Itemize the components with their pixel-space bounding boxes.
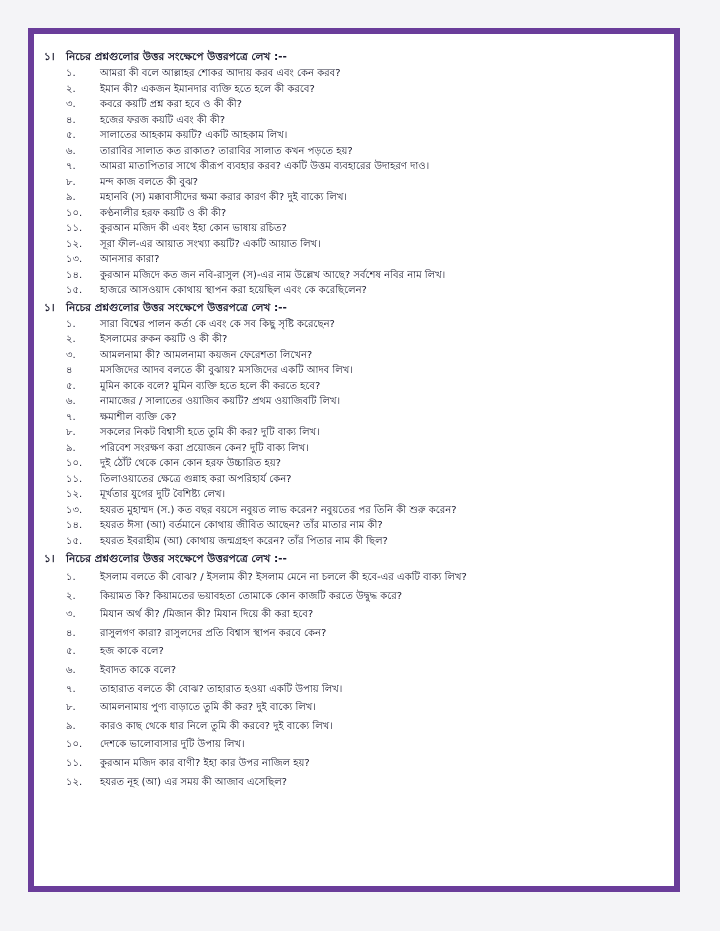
question-item [44,144,662,160]
question-number: ৬. [66,145,76,157]
question-text: ইবাদত কাকে বলে? [100,664,177,676]
question-text: দুই ঠোঁট থেকে কোন কোন হরফ উচ্চারিত হয়? [100,458,281,469]
question-section [44,48,662,299]
question-number: ৯. [66,720,76,732]
question-number: ৬. [66,396,76,407]
question-number: ৩. [66,349,76,361]
question-number: ১২. [66,489,83,500]
question-text: তাহারাত বলতে কী বোঝ? তাহারাত হওয়া একটি উপায় লিখ। [100,683,343,695]
section-number: ১। [44,553,55,565]
question-item [44,190,662,206]
question-item [44,569,662,588]
question-item [44,237,662,253]
question-text: সূরা ফীল-এর আয়াত সংখ্যা কয়টি? একটি আয়াত লিখ। [100,238,321,250]
section-heading-text: নিচের প্রশ্নগুলোর উত্তর সংক্ষেপে উত্তরপত্রে লেখ :-- [66,301,287,314]
question-number: ১১. [66,757,83,769]
question-text: মন্দ কাজ বলতে কী বুঝ? [100,176,198,188]
question-text: ইসলামের রুকন কয়টি ও কী কী? [100,334,228,345]
question-item [44,66,662,82]
question-text: হযরত নূহ (আ) এর সময় কী আজাব এসেছিল? [100,776,287,788]
section-number: ১। [44,51,55,63]
question-item [44,379,662,395]
question-text: কিয়ামত কি? কিয়ামতের ভয়াবহতা তোমাকে কোন কাজটি করতে উদ্বুদ্ধ করে? [100,590,403,602]
question-text: মসজিদের আদব বলতে কী বুঝায়? মসজিদের একটি আদব লিখ। [100,365,353,376]
section-heading [44,549,662,569]
question-number: ১৫. [66,535,83,547]
worksheet-content [44,48,662,792]
question-item [44,625,662,644]
worksheet-frame [28,28,680,892]
question-item [44,159,662,175]
question-text: আমলনামায় পুণ্য বাড়াতে তুমি কী কর? দুই বাক্যে লিখ। [100,702,316,714]
question-number: ৪. [66,627,76,639]
question-item [44,755,662,774]
question-text: সকলের নিকট বিশ্বাসী হতে তুমি কী কর? দুটি বাক্য লিখ। [100,427,320,438]
question-section [44,299,662,550]
question-text: হজের ফরজ কয়টি এবং কী কী? [100,114,226,126]
question-item [44,534,662,550]
question-text: নামাজের / সালাতের ওয়াজিব কয়টি? প্রথম ওয়াজিবটি লিখ। [100,396,341,407]
question-text: মহানবি (স) মক্কাবাসীদের ক্ষমা করার কারণ কী? দুই বাক্যে লিখ। [100,192,347,203]
question-item [44,206,662,222]
question-item [44,175,662,191]
section-heading [44,299,662,317]
question-item [44,113,662,129]
question-number: ৬. [66,664,76,676]
question-item [44,363,662,379]
question-item [44,283,662,299]
question-item [44,410,662,426]
question-text: পরিবেশ সংরক্ষণ করা প্রয়োজন কেন? দুটি বাক্য লিখ। [100,442,309,454]
question-item [44,503,662,519]
question-number: ১৩. [66,504,83,516]
question-text: হাজরে আসওয়াদ কোথায় স্থাপন করা হয়েছিল এবং কে করেছিলেন? [100,285,367,296]
question-item [44,681,662,700]
question-text: দেশকে ভালোবাসার দুটি উপায় লিখ। [100,739,245,751]
question-number: ৫. [66,380,76,392]
question-item [44,441,662,457]
question-number: ১৫. [66,285,83,296]
question-number: ৫. [66,646,76,658]
question-number: ৩. [66,609,76,621]
question-text: হজ কাকে বলে? [100,646,164,658]
question-text: আনসার কারা? [100,254,160,265]
question-item [44,268,662,284]
question-number: ৮. [66,176,76,188]
question-item [44,348,662,364]
question-item [44,472,662,488]
question-text: আমরা মাতাপিতার সাথে কীরূপ ব্যবহার করব? একটি উত্তম ব্যবহারের উদাহরণ দাও। [100,161,430,172]
section-heading-text: নিচের প্রশ্নগুলোর উত্তর সংক্ষেপে উত্তরপত্রে লেখ :-- [66,51,287,63]
question-number: ৮. [66,702,76,714]
question-number: ৫. [66,130,76,141]
question-text: কুরআন মজিদে কত জন নবি-রাসুল (স)-এর নাম উল্লেখ আছে? সর্বশেষ নবির নাম লিখ। [100,269,446,281]
question-text: তারাবির সালাত কত রাকাত? তারাবির সালাত কখন পড়তে হয়? [100,145,353,157]
question-text: মিযান অর্থ কী? /মিজান কী? মিযান দিয়ে কী করা হবে? [100,609,314,621]
question-number: ৮. [66,427,76,438]
question-text: ক্ষমাশীল ব্যক্তি কে? [100,411,177,423]
question-text: কুরআন মজিদ কী এবং ইহা কোন ভাষায় রচিত? [100,223,287,234]
question-item [44,317,662,333]
question-number: ২. [66,590,76,602]
question-number: ১. [66,572,76,583]
question-item [44,606,662,625]
question-number: ১৪. [66,520,83,531]
question-number: ১২. [66,238,83,250]
question-number: ৪. [66,114,76,126]
question-item [44,221,662,237]
question-text: কণ্ঠনালীর হরফ কয়টি ও কী কী? [100,207,227,219]
question-text: সারা বিশ্বের পালন কর্তা কে এবং কে সব কিছু সৃষ্টি করেছেন? [100,318,335,330]
question-number: ১৪. [66,269,83,281]
question-number: ৭. [66,411,76,423]
question-text: ইসলাম বলতে কী বোঝ? / ইসলাম কী? ইসলাম মেনে না চললে কী হবে-এর একটি বাক্য লিখ? [100,572,467,583]
question-text: আমরা কী বলে আল্লাহর শোকর আদায় করব এবং কেন করব? [100,68,341,79]
question-number: ৭. [66,161,76,172]
question-number: ১১. [66,473,83,485]
question-number: ১২. [66,776,83,788]
question-number: ২. [66,83,76,95]
question-text: আমলনামা কী? আমলনামা কয়জন ফেরেশতা লিখেন? [100,349,313,361]
question-item [44,425,662,441]
question-text: কারও কাছ থেকে ধার নিলে তুমি কী করবে? দুই বাক্যে লিখ। [100,720,333,732]
question-number: ১০. [66,458,83,469]
question-item [44,332,662,348]
section-number: ১। [44,301,55,314]
question-text: ইমান কী? একজন ইমানদার ব্যক্তি হতে হলে কী করবে? [100,83,315,95]
question-item [44,518,662,534]
question-item [44,643,662,662]
question-number: ৪ [66,365,73,376]
question-item [44,774,662,793]
question-number: ১. [66,68,76,79]
question-section [44,549,662,792]
question-item [44,82,662,98]
question-number: ৯. [66,192,76,203]
question-text: তিলাওয়াতের ক্ষেত্রে গুন্নাহ করা অপরিহার্য কেন? [100,473,292,485]
question-text: সালাতের আহকাম কয়টি? একটি আহকাম লিখ। [100,130,288,141]
question-text: কুরআন মজিদ কার বাণী? ইহা কার উপর নাজিল হয়? [100,757,310,769]
question-number: ১০. [66,207,83,219]
question-item [44,588,662,607]
question-item [44,394,662,410]
question-item [44,487,662,503]
question-item [44,128,662,144]
question-number: ৩. [66,99,76,110]
question-item [44,456,662,472]
question-text: হযরত ঈসা (আ) বর্তমানে কোথায় জীবিত আছেন? তাঁর মাতার নাম কী? [100,520,383,531]
section-heading-text: নিচের প্রশ্নগুলোর উত্তর সংক্ষেপে উত্তরপত্রে লেখ :-- [66,553,287,565]
question-text: কবরে কয়টি প্রশ্ন করা হবে ও কী কী? [100,99,242,110]
question-number: ১. [66,318,76,330]
question-item [44,252,662,268]
question-number: ১০. [66,739,83,751]
question-text: হযরত মুহাম্মদ (স.) কত বছর বয়সে নবুয়ত লাভ করেন? নবুয়তের পর তিনি কী শুরু করেন? [100,504,457,516]
question-item [44,97,662,113]
question-number: ৭. [66,683,76,695]
section-heading [44,48,662,66]
question-text: মূর্খতার যুগের দুটি বৈশিষ্ট্য লেখ। [100,489,226,500]
question-number: ১৩. [66,254,83,265]
question-text: মুমিন কাকে বলে? মুমিন ব্যক্তি হতে হলে কী করতে হবে? [100,380,321,392]
question-number: ২. [66,334,76,345]
question-item [44,718,662,737]
question-text: হযরত ইবরাহীম (আ) কোথায় জন্মগ্রহণ করেন? তাঁর পিতার নাম কী ছিল? [100,535,388,547]
question-number: ১১. [66,223,83,234]
question-item [44,662,662,681]
question-text: রাসুলগণ কারা? রাসুলদের প্রতি বিশ্বাস স্থাপন করবে কেন? [100,627,327,639]
question-number: ৯. [66,442,76,454]
question-item [44,699,662,718]
question-item [44,736,662,755]
